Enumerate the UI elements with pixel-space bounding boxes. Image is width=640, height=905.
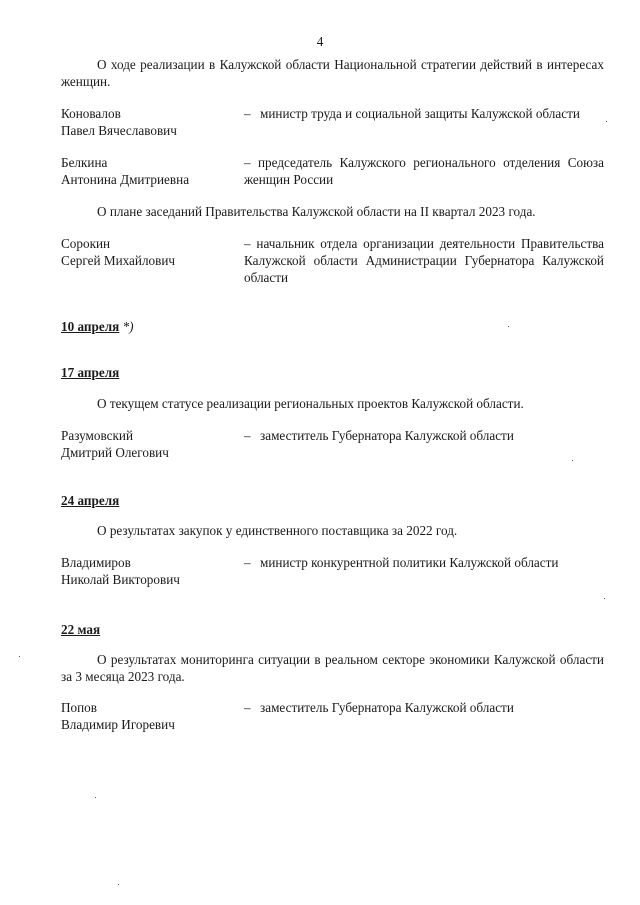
date-heading: 10 апреля <box>61 319 120 334</box>
date-heading: 17 апреля <box>61 365 120 380</box>
speaker-role: министр труда и социальной защиты Калужской области <box>260 106 580 121</box>
speaker-role: министр конкурентной политики Калужской области <box>260 555 559 570</box>
speaker-role: заместитель Губернатора Калужской области <box>260 428 514 443</box>
speaker-dash: – <box>244 106 251 121</box>
agenda-topic: О ходе реализации в Калужской области Национальной стратегии действий в интересах женщин. <box>61 57 604 89</box>
speaker-dash: – <box>244 428 251 443</box>
agenda-topic: О плане заседаний Правительства Калужской области на II квартал 2023 года. <box>97 204 536 219</box>
speaker-dash: – <box>244 700 251 715</box>
scan-speck <box>19 656 20 657</box>
speaker-name: Белкина Антонина Дмитриевна <box>61 155 190 187</box>
date-heading-row <box>61 318 134 335</box>
speaker-name: Разумовский Дмитрий Олегович <box>61 428 169 460</box>
scan-speck <box>118 884 119 885</box>
speaker-role: заместитель Губернатора Калужской области <box>260 700 514 715</box>
speaker-name: Попов Владимир Игоревич <box>61 700 175 732</box>
speaker-role: – председатель Калужского регионального отделения Союза женщин России <box>244 155 604 187</box>
scan-speck <box>604 598 605 599</box>
speaker-dash: – <box>244 555 251 570</box>
agenda-topic: О результатах закупок у единственного поставщика за 2022 год. <box>97 523 458 538</box>
agenda-topic: О результатах мониторинга ситуации в реальном секторе экономики Калужской области за 3 месяца 2023 года. <box>61 652 604 684</box>
scan-speck <box>572 460 573 461</box>
date-heading: 22 мая <box>61 622 101 637</box>
page-number: 4 <box>316 34 324 49</box>
speaker-role: – начальник отдела организации деятельности Правительства Калужской области Администрации Губернатора Калужской области <box>244 236 604 285</box>
scan-speck <box>95 797 96 798</box>
scan-speck <box>508 326 509 327</box>
agenda-topic: О текущем статусе реализации региональных проектов Калужской области. <box>97 396 524 411</box>
date-footnote-mark: *) <box>119 319 134 334</box>
speaker-name: Владимиров Николай Викторович <box>61 555 180 587</box>
speaker-name: Сорокин Сергей Михайлович <box>61 236 176 268</box>
scan-speck <box>606 121 607 122</box>
date-heading: 24 апреля <box>61 493 120 508</box>
speaker-name: Коновалов Павел Вячеславович <box>61 106 177 138</box>
